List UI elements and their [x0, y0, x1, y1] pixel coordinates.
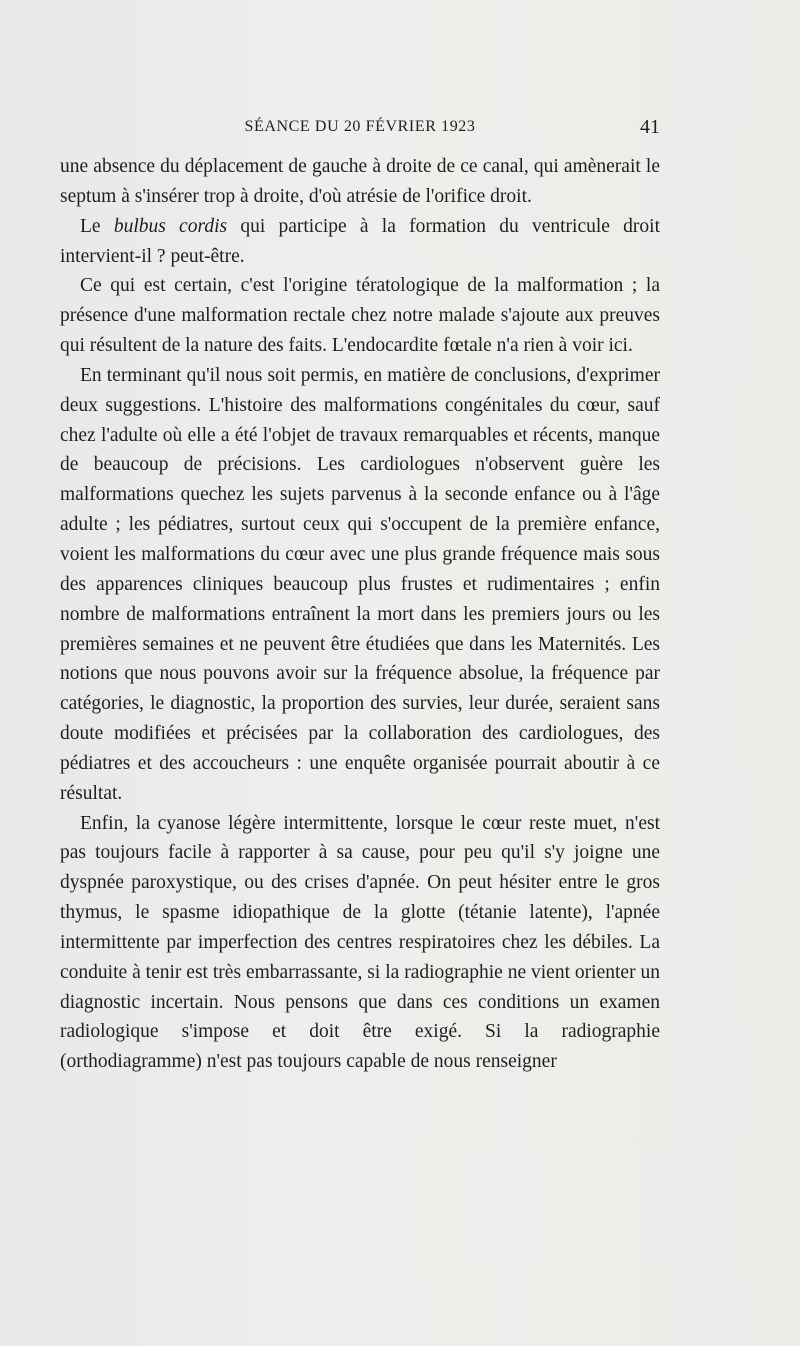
paragraph-1: une absence du déplacement de gauche à droite de ce canal, qui amènerait le septum à s'insérer trop à droite, d'où atrésie de l'orifice droit. — [60, 156, 660, 207]
page-header — [60, 112, 660, 152]
italic-term: bulbus cordis — [113, 215, 228, 237]
running-title: SÉANCE DU 20 FÉVRIER 1923 — [244, 118, 476, 135]
paragraph-5: Enfin, la cyanose légère intermittente, lorsque le cœur reste muet, n'est pas toujours facile à rapporter à sa cause, pour peu qu'il s'y joigne une dyspnée paroxystique, ou des crises d'apnée. On peut hésiter entre le gros thymus, le spasme idiopathique de la glotte (tétanie latente), l'apnée intermittente par imperfection des centres respiratoires chez les débiles. La conduite à tenir est très embarrassante, si la radiographie ne vient orienter un diagnostic incertain. Nous pensons que dans ces conditions un examen radiologique s'impose et doit être exigé. Si la radiographie (orthodiagramme) n'est pas toujours capable de nous renseigner — [60, 812, 660, 1073]
paragraph-2-rest: qui participe à la formation du ventricule droit intervient-il ? peut-être. — [60, 215, 660, 267]
body-text — [60, 152, 660, 1077]
paragraph-2-lead: Le — [80, 215, 101, 237]
paragraph-3: Ce qui est certain, c'est l'origine tératologique de la malformation ; la présence d'une malformation rectale chez notre malade s'ajoute aux preuves qui résultent de la nature des faits. L'endocardite fœtale n'a rien à voir ici. — [60, 275, 660, 357]
paragraph-4: En terminant qu'il nous soit permis, en matière de conclusions, d'exprimer deux suggestions. L'histoire des malformations congénitales du cœur, sauf chez l'adulte où elle a été l'objet de travaux remarquables et récents, manque de beaucoup de précisions. Les cardiologues n'observent guère les malformations quechez les sujets parvenus à la seconde enfance ou à l'âge adulte ; les pédiatres, surtout ceux qui s'occupent de la première enfance, voient les malformations du cœur avec une plus grande fréquence mais sous des apparences cliniques beaucoup plus frustes et rudimentaires ; enfin nombre de malformations entraînent la mort dans les premiers jours ou les premières semaines et ne peuvent être étudiées que dans les Maternités. Les notions que nous pouvons avoir sur la fréquence absolue, la fréquence par catégories, le diagnostic, la proportion des survies, leur durée, seraient sans doute modifiées et précisées par la collaboration des cardiologues, des pédiatres et des accoucheurs : une enquête organisée pourrait aboutir à ce résultat. — [60, 364, 660, 804]
page-number: 41 — [640, 116, 660, 138]
paragraph-2 — [60, 212, 660, 272]
